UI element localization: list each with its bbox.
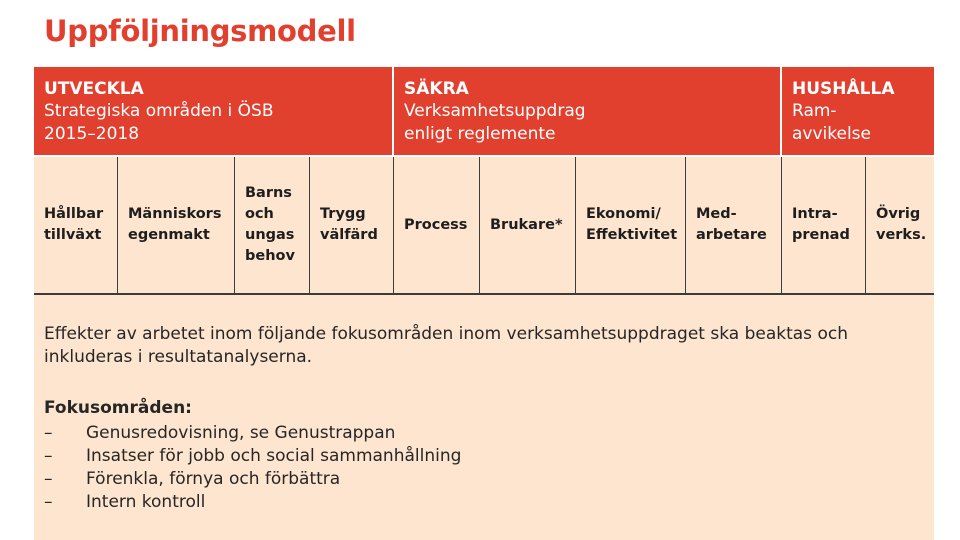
header-name: HUSHÅLLA — [792, 79, 895, 99]
area-label: Ekonomi/ Effektivitet — [586, 206, 678, 243]
description-paragraph: Effekter av arbetet inom följande fokusområden inom verksamhetsuppdraget ska beaktas och inkluderas i resultatanalyserna. — [44, 324, 848, 367]
description-box — [34, 295, 934, 540]
focus-title: Fokusområden: — [44, 398, 192, 418]
header-subtitle: Verksamhetsuppdrag enligt reglemente — [404, 101, 586, 144]
area-cell — [866, 157, 934, 293]
list-item — [44, 468, 461, 491]
area-label: Barns och ungas behov — [245, 185, 295, 264]
area-label: Människors egenmakt — [128, 206, 222, 243]
area-cell — [686, 157, 782, 293]
area-cell — [34, 157, 118, 293]
header-hushalla — [782, 67, 934, 155]
header-name: SÄKRA — [404, 79, 469, 99]
list-item-text: Insatser för jobb och social sammanhållning — [86, 446, 462, 466]
areas-row — [34, 157, 934, 293]
area-label: Trygg välfärd — [320, 206, 378, 243]
dash-bullet: – — [44, 446, 53, 466]
page-title: Uppföljningsmodell — [44, 14, 356, 48]
list-item — [44, 491, 461, 514]
area-label: Intra- prenad — [792, 206, 850, 243]
area-cell — [480, 157, 576, 293]
area-cell — [576, 157, 686, 293]
header-name: UTVECKLA — [44, 79, 144, 99]
focus-list — [44, 422, 461, 514]
header-sakra — [394, 67, 780, 155]
area-cell — [310, 157, 394, 293]
list-item-text: Intern kontroll — [86, 492, 206, 512]
dash-bullet: – — [44, 492, 53, 512]
list-item-text: Förenkla, förnya och förbättra — [86, 469, 341, 489]
header-subtitle: Ram- avvikelse — [792, 101, 871, 144]
dash-bullet: – — [44, 469, 53, 489]
area-cell — [394, 157, 480, 293]
area-label: Process — [404, 216, 468, 233]
list-item — [44, 445, 461, 468]
focus-section — [44, 397, 461, 514]
area-label: Med- arbetare — [696, 206, 767, 243]
list-item — [44, 422, 461, 445]
list-item-text: Genusredovisning, se Genustrappan — [86, 423, 396, 443]
area-label: Hållbar tillväxt — [44, 206, 104, 243]
dash-bullet: – — [44, 423, 53, 443]
area-cell — [118, 157, 235, 293]
header-subtitle: Strategiska områden i ÖSB 2015–2018 — [44, 101, 274, 144]
area-cell — [782, 157, 866, 293]
area-label: Brukare* — [490, 216, 563, 233]
area-label: Övrig verks. — [876, 206, 927, 243]
area-cell — [235, 157, 310, 293]
header-utveckla — [34, 67, 392, 155]
